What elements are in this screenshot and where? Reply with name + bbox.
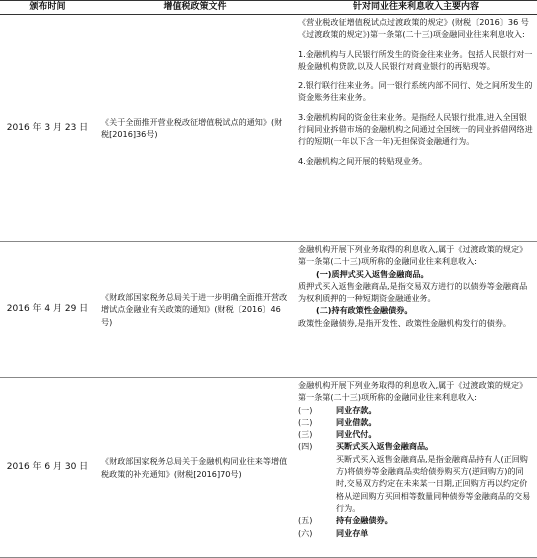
content-paragraph: 买断式买入返售金融商品,是指金融商品持有人(正回购方)将债券等金融商品卖给债券购买方(逆回购方)的同时,交易双方约定在未来某一日期,正回购方再以约定价格从逆回购方买回相等数量同种债券等金融商品的交易行为。: [336, 453, 531, 513]
content-heading: (二)持有政策性金融债券。: [316, 305, 413, 316]
item-text: 持有金融债券。: [336, 515, 393, 526]
row-date: 2016 年 6 月 30 日: [0, 378, 95, 558]
content-item: [298, 428, 534, 440]
content-item: 1.金融机构与人民银行所发生的资金往来业务。包括人民银行对一般金融机构贷款,以及人民银行对商业银行的再贴现等。: [298, 48, 533, 71]
table-row: [0, 242, 537, 378]
row-content: [295, 378, 537, 558]
row-document: 《财政部国家税务总局关于金融机构同业往来等增值税政策的补充通知》(财税[2016]70号): [95, 378, 295, 558]
header-doc: 增值税政策文件: [95, 1, 295, 15]
item-label: (四): [298, 441, 313, 452]
item-text: 同业存单: [336, 527, 369, 538]
content-item: 2.银行联行往来业务。同一银行系统内部不同行、处之间所发生的资金账务往来业务。: [298, 80, 533, 103]
content-item: [298, 404, 534, 416]
item-label: (六): [298, 527, 313, 538]
content-item: 3.金融机构间的资金往来业务。是指经人民银行批准,进入全国银行间同业拆借市场的金融机构之间通过全国统一的同业拆借网络进行的短期(一年以下含一年)无担保资金融通行为。: [298, 111, 533, 147]
content-paragraph: 质押式买入返售金融商品,是指交易双方进行的以债券等金融商品为权利质押的一种短期资金融通业务。: [298, 280, 528, 304]
row-date: 2016 年 4 月 29 日: [0, 242, 95, 378]
item-text: 同业借款。: [336, 416, 377, 427]
content-item: [298, 514, 534, 526]
table-header-row: [0, 1, 537, 15]
row-content: [295, 15, 537, 242]
row-date: 2016 年 3 月 23 日: [0, 15, 95, 242]
row-document: 《财政部国家税务总局关于进一步明确全面推开营改增试点金融业有关政策的通知》(财税〔2016〕46 号): [95, 242, 295, 378]
content-item: [298, 440, 534, 452]
content-item: [298, 527, 534, 539]
content-paragraph: 政策性金融债券,是指开发性、政策性金融机构发行的债券。: [298, 317, 512, 328]
content-intro: 金融机构开展下列业务取得的利息收入,属于《过渡政策的规定》第一条第(二十三)项所称的金融同业往来利息收入:: [298, 380, 528, 403]
row-document: 《关于全面推开营业税改征增值税试点的通知》(财税[2016]36号): [95, 15, 295, 242]
item-label: (三): [298, 429, 313, 440]
item-text: 买断式买入返售金融商品。: [336, 441, 434, 452]
content-intro: 金融机构开展下列业务取得的利息收入,属于《过渡政策的规定》第一条第(二十三)项所称的金融同业往来利息收入:: [298, 244, 528, 267]
header-content: 针对同业往来利息收入主要内容: [295, 1, 537, 15]
row-content: [295, 242, 537, 378]
content-intro: 《营业税改征增值税试点过渡政策的规定》(财税〔2016〕36 号《过渡政策的规定》)第一条第(二十三)项金融同业往来利息收入:: [298, 17, 529, 40]
content-heading: (一)质押式买入返售金融商品。: [316, 268, 429, 279]
item-label: (一): [298, 404, 313, 415]
header-date: 颁布时间: [0, 1, 95, 15]
table-row: [0, 378, 537, 558]
item-text: 同业存款。: [336, 404, 377, 415]
item-text: 同业代付。: [336, 429, 377, 440]
item-label: (二): [298, 416, 313, 427]
item-label: (五): [298, 515, 313, 526]
content-item: [298, 416, 534, 428]
table-row: [0, 15, 537, 242]
content-item: 4.金融机构之间开展的转贴现业务。: [298, 155, 428, 166]
